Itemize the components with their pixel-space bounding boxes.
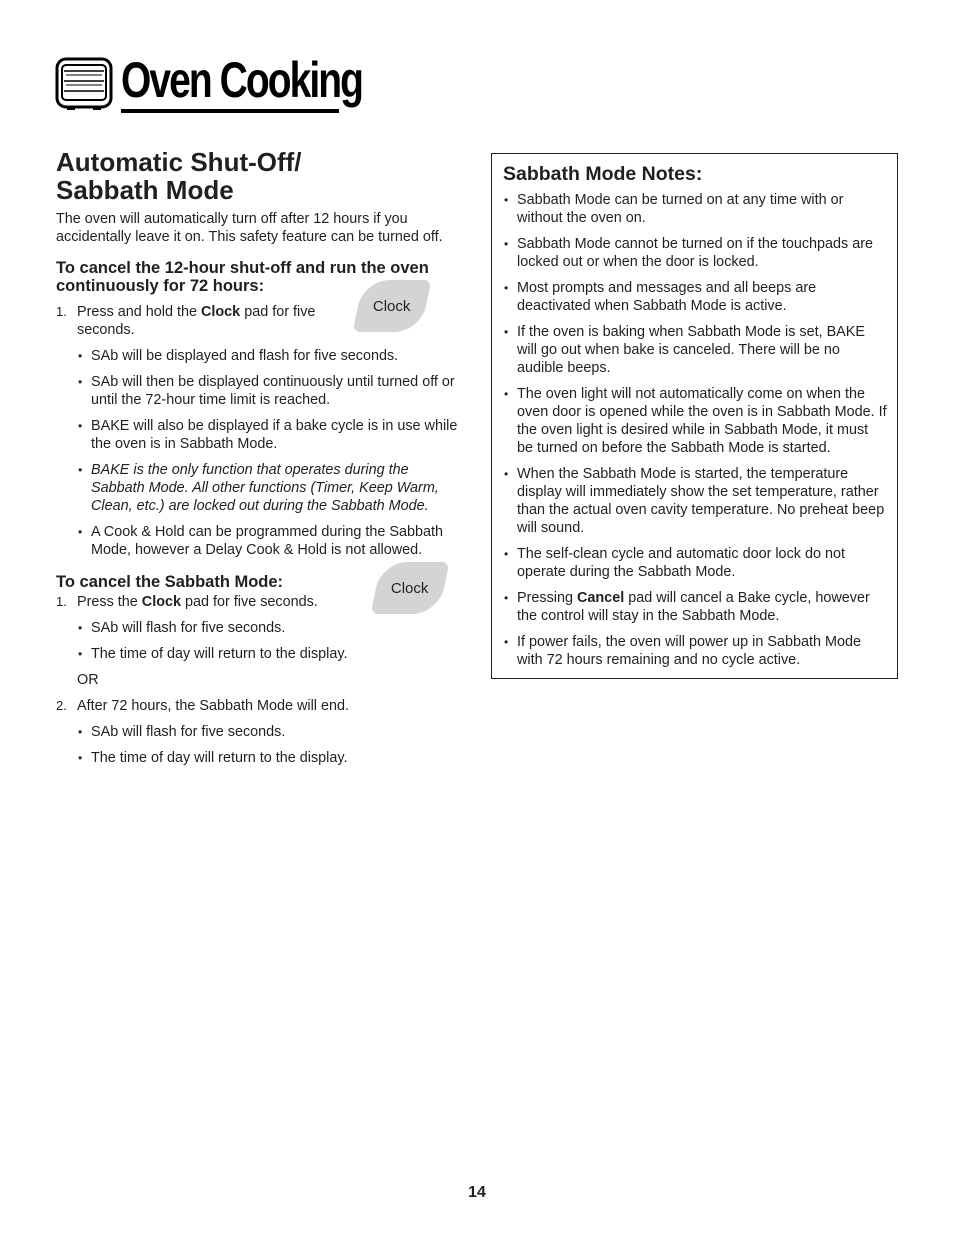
list-item: • The time of day will return to the display. xyxy=(91,749,466,767)
notes-title: Sabbath Mode Notes: xyxy=(503,163,703,185)
left-column xyxy=(56,148,466,767)
page-title: Oven Cooking xyxy=(121,52,362,108)
cancel-sabbath-bullets-2 xyxy=(56,723,466,767)
section-title-line2: Sabbath Mode xyxy=(56,175,234,205)
note-text-bold: Cancel xyxy=(577,590,625,606)
clock-pad-label: Clock xyxy=(373,297,411,315)
page-header xyxy=(55,52,362,115)
step-number: 1. xyxy=(56,594,67,609)
step-text-bold: Clock xyxy=(141,594,181,610)
list-item: • SAb will then be displayed continuously until turned off or until the 72-hour time limit is reached. xyxy=(91,373,466,409)
list-item: • SAb will be displayed and flash for five seconds. xyxy=(91,347,466,365)
list-item: • BAKE will also be displayed if a bake cycle is in use while the oven is in Sabbath Mode. xyxy=(91,417,466,453)
note-text: pad will cancel a Bake cycle, however the control will stay in the Sabbath Mode. xyxy=(517,590,870,624)
step-text-bold: Clock xyxy=(201,304,241,320)
clock-pad-label: Clock xyxy=(391,579,429,597)
step-number: 2. xyxy=(56,698,67,713)
list-item: • If the oven is baking when Sabbath Mode is set, BAKE will go out when bake is canceled. There will be no audible beeps. xyxy=(517,323,887,377)
notes-list xyxy=(503,191,887,669)
list-item: • SAb will flash for five seconds. xyxy=(91,619,466,637)
list-item: • Most prompts and messages and all beeps are deactivated when Sabbath Mode is active. xyxy=(517,279,887,315)
cancel-sabbath-bullets-1 xyxy=(56,619,466,663)
step-number: 1. xyxy=(56,304,67,319)
intro-text: The oven will automatically turn off after 12 hours if you accidentally leave it on. This safety feature can be turned off. xyxy=(56,211,443,245)
section-title xyxy=(56,148,466,204)
list-item: • A Cook & Hold can be programmed during the Sabbath Mode, however a Delay Cook & Hold is not allowed. xyxy=(91,523,466,559)
list-item: • Sabbath Mode cannot be turned on if the touchpads are locked out or when the door is locked. xyxy=(517,235,887,271)
or-text: OR xyxy=(77,672,99,688)
list-item: • The time of day will return to the display. xyxy=(91,645,466,663)
oven-icon xyxy=(55,57,113,111)
step-text: After 72 hours, the Sabbath Mode will end. xyxy=(77,698,349,714)
step-text: pad for five seconds. xyxy=(181,594,318,610)
sabbath-notes-box xyxy=(491,153,898,679)
note-text: Pressing xyxy=(517,590,577,606)
cancel-sabbath-step-2 xyxy=(56,697,466,715)
list-item: • The oven light will not automatically come on when the oven door is opened while the oven is in Sabbath Mode. If the oven light is desired while in Sabbath Mode, it must be turned on before the Sabbath Mode is started. xyxy=(517,385,887,457)
list-item: • If power fails, the oven will power up in Sabbath Mode with 72 hours remaining and no cycle active. xyxy=(517,633,887,669)
section-title-line1: Automatic Shut-Off/ xyxy=(56,147,302,177)
cancel-sabbath-heading: To cancel the Sabbath Mode: xyxy=(56,573,284,591)
title-underline xyxy=(121,109,339,113)
list-item: • SAb will flash for five seconds. xyxy=(91,723,466,741)
list-item: • Sabbath Mode can be turned on at any time with or without the oven on. xyxy=(517,191,887,227)
cancel-shutoff-heading: To cancel the 12-hour shut-off and run the oven continuously for 72 hours: xyxy=(56,259,429,295)
page-number: 14 xyxy=(468,1184,486,1201)
list-item xyxy=(517,589,887,625)
list-item: • The self-clean cycle and automatic door lock do not operate during the Sabbath Mode. xyxy=(517,545,887,581)
step-text: pad for five seconds. xyxy=(77,304,316,338)
step-text: Press the xyxy=(77,594,142,610)
list-item: • BAKE is the only function that operates during the Sabbath Mode. All other functions (Timer, Keep Warm, Clean, etc.) are locked out during the Sabbath Mode. xyxy=(91,461,466,515)
cancel-shutoff-bullets xyxy=(56,347,466,559)
list-item: • When the Sabbath Mode is started, the temperature display will immediately show the set temperature, rather than the actual oven cavity temperature. No preheat beep will sound. xyxy=(517,465,887,537)
step-text: Press and hold the xyxy=(77,304,201,320)
